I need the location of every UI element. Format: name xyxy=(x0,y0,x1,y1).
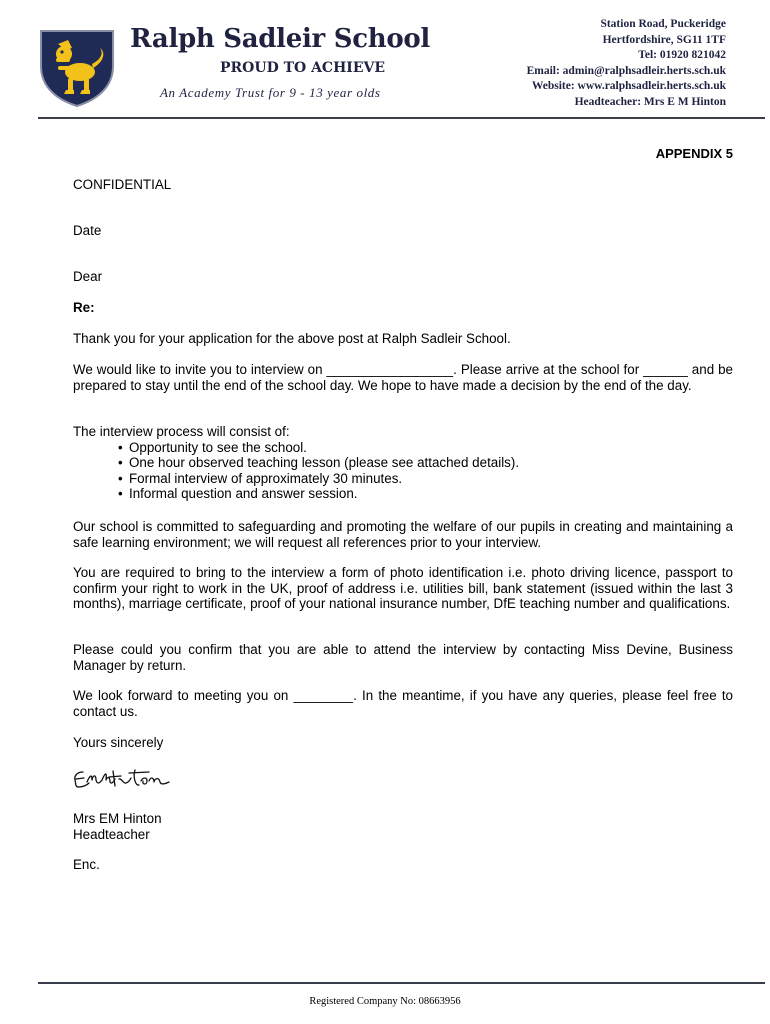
interview-process xyxy=(73,424,733,502)
list-item: • One hour observed teaching lesson (please see attached details). xyxy=(118,455,733,471)
website: Website: www.ralphsadleir.herts.sch.uk xyxy=(531,80,726,92)
school-crest-lion-icon xyxy=(38,28,116,108)
school-name: Ralph Sadleir School xyxy=(130,24,430,54)
list-item: • Opportunity to see the school. xyxy=(118,440,733,456)
school-motto: PROUD TO ACHIEVE xyxy=(220,60,386,76)
registered-company-number: Registered Company No: 08663956 xyxy=(309,996,461,1007)
paragraph-thanks: Thank you for your application for the above post at Ralph Sadleir School. xyxy=(73,331,511,346)
sign-off: Yours sincerely xyxy=(73,735,164,750)
paragraph-look-forward: We look forward to meeting you on ________. In the meantime, if you have any queries, please feel free to contact us. xyxy=(73,688,733,719)
trust-line: An Academy Trust for 9 - 13 year olds xyxy=(160,85,381,100)
address-line-2: Hertfordshire, SG11 1TF xyxy=(602,33,726,46)
enclosure-note: Enc. xyxy=(73,857,100,872)
contact-block xyxy=(527,17,726,110)
salutation: Dear xyxy=(73,269,103,284)
headteacher: Headteacher: Mrs E M Hinton xyxy=(574,95,726,108)
footer-divider xyxy=(38,982,765,984)
paragraph-safeguarding: Our school is committed to safeguarding and promoting the welfare of our pupils in creating and maintaining a safe learning environment; we will request all references prior to your interview. xyxy=(73,519,733,550)
list-item: • Informal question and answer session. xyxy=(118,486,733,502)
date-line: Date xyxy=(73,223,102,238)
confidential-label: CONFIDENTIAL xyxy=(73,177,172,192)
appendix-label: APPENDIX 5 xyxy=(655,146,733,161)
re-line: Re: xyxy=(73,300,95,315)
header-divider xyxy=(38,117,765,119)
handwritten-signature xyxy=(69,766,189,792)
paragraph-identification: You are required to bring to the interview a form of photo identification i.e. photo driving licence, passport to confirm your right to work in the UK, proof of address i.e. utilities bill, bank statement (issued within the last 3 months), marriage certificate, proof of your national insurance number, DfE teaching number and qualifications. xyxy=(73,565,733,612)
address-line-1: Station Road, Puckeridge xyxy=(600,18,726,30)
telephone: Tel: 01920 821042 xyxy=(638,49,726,61)
signatory-name: Mrs EM Hinton xyxy=(73,811,162,826)
process-list xyxy=(73,440,733,502)
paragraph-invite: We would like to invite you to interview on _________________. Please arrive at the school for ______ and be prepared to stay until the end of the school day. We hope to have made a decision by the end of the day. xyxy=(73,362,733,393)
list-item: • Formal interview of approximately 30 minutes. xyxy=(118,471,733,487)
signatory xyxy=(73,811,733,842)
process-intro: The interview process will consist of: xyxy=(73,424,290,439)
email: Email: admin@ralphsadleir.herts.sch.uk xyxy=(526,64,726,77)
paragraph-confirm: Please could you confirm that you are able to attend the interview by contacting Miss Devine, Business Manager by return. xyxy=(73,642,733,673)
letterhead xyxy=(0,0,770,120)
signatory-title: Headteacher xyxy=(73,826,150,842)
